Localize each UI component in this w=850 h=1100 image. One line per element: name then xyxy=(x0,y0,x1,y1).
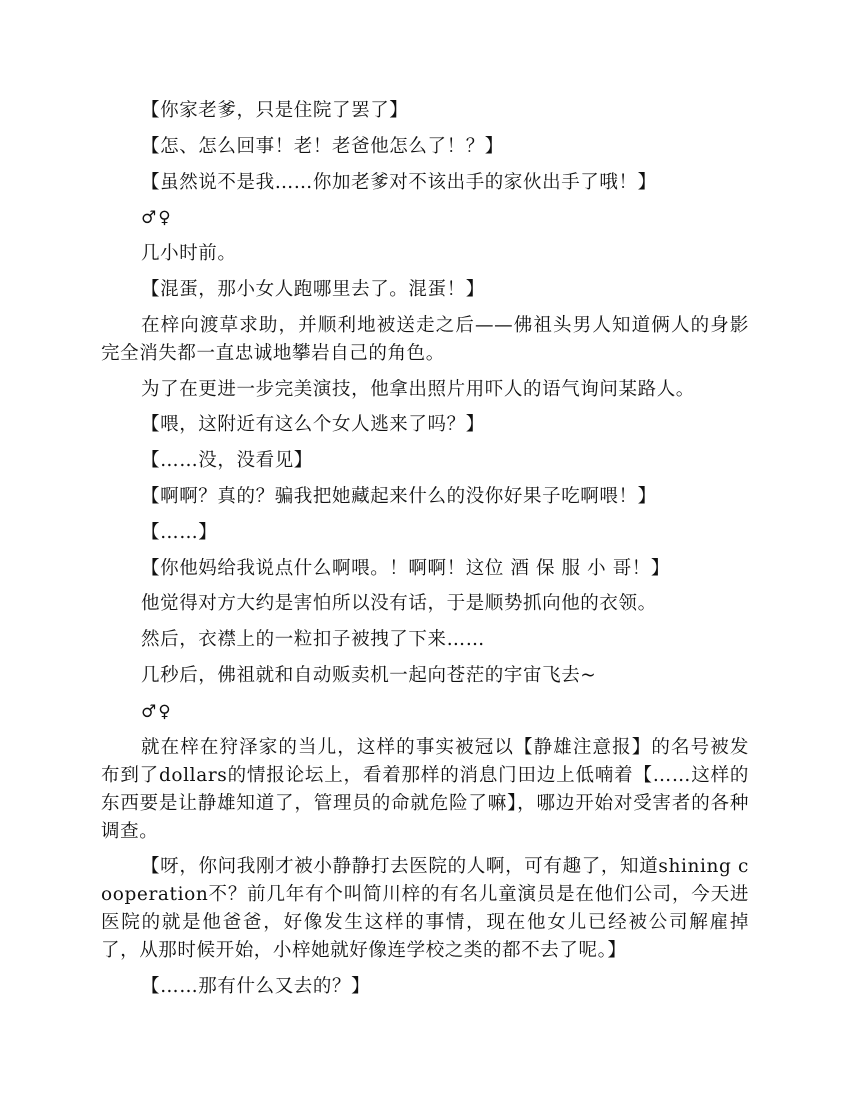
narration-paragraph: 然后，衣襟上的一粒扣子被拽了下来…… xyxy=(141,629,485,651)
dialogue-line: 【混蛋，那小女人跑哪里去了。混蛋！】 xyxy=(141,278,485,300)
scene-break: ♂♀ xyxy=(141,701,173,722)
narration-paragraph: 为了在更进一步完美演技，他拿出照片用吓人的语气询问某路人。 xyxy=(141,378,695,400)
document-page xyxy=(101,97,749,1009)
dialogue-line: 【……】 xyxy=(141,521,218,543)
dialogue-line: 【虽然说不是我……你加老爹对不该出手的家伙出手了哦！】 xyxy=(141,171,657,193)
dialogue-line: 【……那有什么又去的？】 xyxy=(141,976,371,998)
narration-paragraph: 几秒后，佛祖就和自动贩卖机一起向苍茫的宇宙飞去~ xyxy=(141,664,597,686)
narration-paragraph: 几小时前。 xyxy=(141,243,237,265)
dialogue-line: 【你他妈给我说点什么啊喂。！啊啊！这位 酒 保 服 小 哥！】 xyxy=(141,557,671,579)
dialogue-line: 【……没，没看见】 xyxy=(141,450,313,472)
narration-paragraph: 他觉得对方大约是害怕所以没有话，于是顺势抓向他的衣领。 xyxy=(141,593,657,615)
narration-paragraph: 就在梓在狩泽家的当儿，这样的事实被冠以【静雄注意报】的名号被发布到了dollars的情报论坛上，看着那样的消息门田边上低喃着【……这样的东西要是让静雄知道了，管理员的命就危险了嘛】，哪边开始对受害者的各种调查。 xyxy=(101,736,749,842)
dialogue-line: 【你家老爹，只是住院了罢了】 xyxy=(141,100,409,121)
dialogue-line: 【喂，这附近有这么个女人逃来了吗？】 xyxy=(141,414,485,436)
scene-break: ♂♀ xyxy=(141,208,173,229)
narration-paragraph: 在梓向渡草求助，并顺利地被送走之后——佛祖头男人知道俩人的身影完全消失都一直忠诚地攀岩自己的角色。 xyxy=(101,314,749,364)
dialogue-line: 【啊啊？真的？骗我把她藏起来什么的没你好果子吃啊喂！】 xyxy=(141,485,657,507)
dialogue-line: 【怎、怎么回事！老！老爸他怎么了！？】 xyxy=(141,135,504,157)
dialogue-paragraph: 【呀，你问我刚才被小静静打去医院的人啊，可有趣了，知道shining cooperation不？前几年有个叫简川梓的有名儿童演员是在他们公司，今天进医院的就是他爸爸，好像发生这样的事情，现在他女儿已经被公司解雇掉了，从那时候开始，小梓她就好像连学校之类的都不去了呢。】 xyxy=(101,856,749,962)
